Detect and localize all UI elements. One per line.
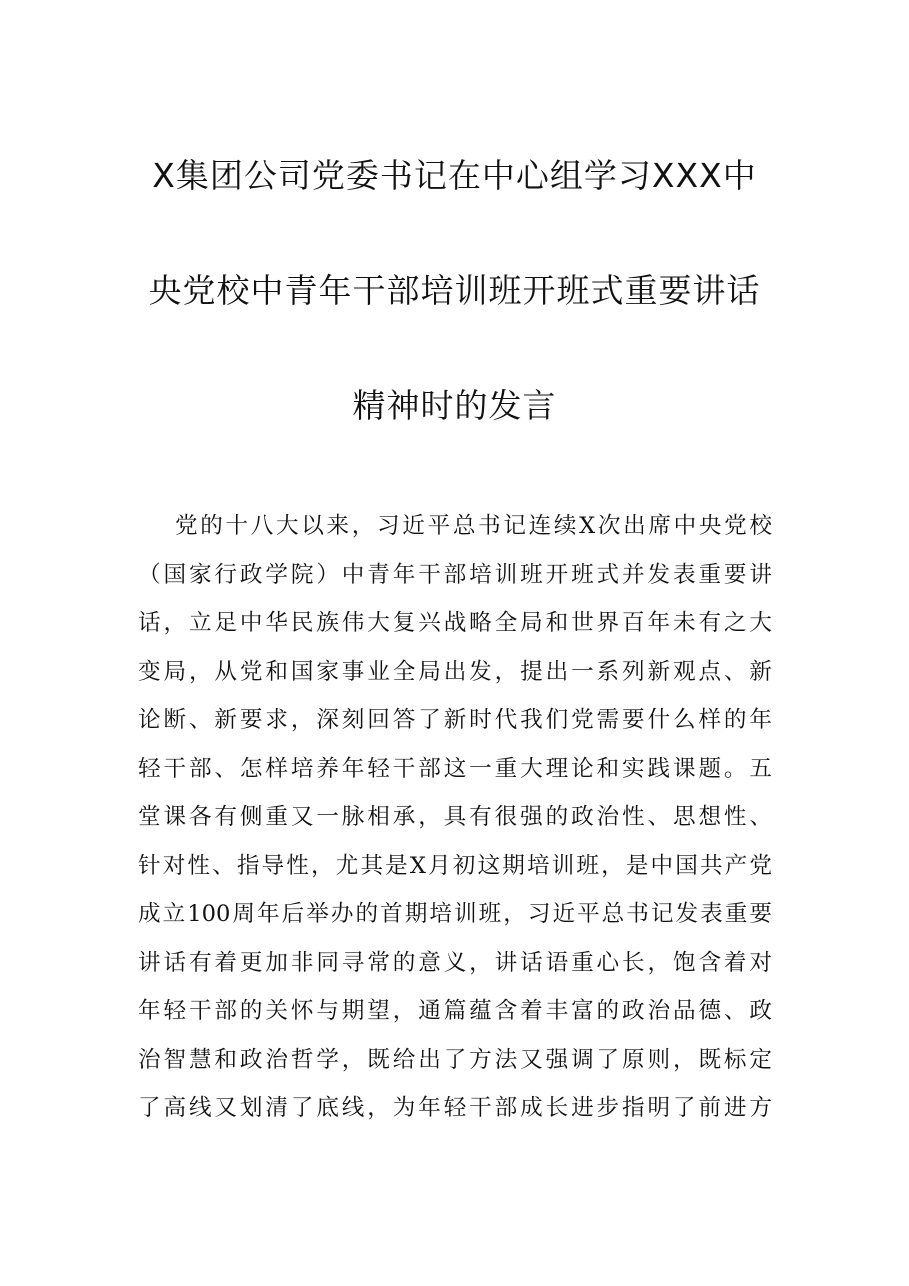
document-title-line-3: 精神时的发言 xyxy=(352,386,557,425)
paragraph-line: 堂课各有侧重又一脉相承，具有很强的政治性、思想性、 xyxy=(138,804,772,830)
paragraph-line: 轻干部、怎样培养年轻干部这一重大理论和实践课题。五 xyxy=(138,756,772,782)
paragraph-line: 论断、新要求，深刻回答了新时代我们党需要什么样的年 xyxy=(138,707,772,733)
paragraph-line: 党的十八大以来，习近平总书记连续X次出席中央党校 xyxy=(175,513,772,539)
paragraph-line: 成立100周年后举办的首期培训班，习近平总书记发表重要 xyxy=(138,901,772,927)
paragraph-line: 了高线又划清了底线，为年轻干部成长进步指明了前进方 xyxy=(138,1095,772,1121)
paragraph-line: 话，立足中华民族伟大复兴战略全局和世界百年未有之大 xyxy=(138,610,772,636)
paragraph-line: 讲话有着更加非同寻常的意义，讲话语重心长，饱含着对 xyxy=(138,950,772,976)
paragraph-line: 变局，从党和国家事业全局出发，提出一系列新观点、新 xyxy=(138,659,772,685)
document-title-line-1: X集团公司党委书记在中心组学习XXX中 xyxy=(152,156,757,195)
document-title-line-2: 央党校中青年干部培训班开班式重要讲话 xyxy=(148,271,761,310)
paragraph-line: 年轻干部的关怀与期望，通篇蕴含着丰富的政治品德、政 xyxy=(138,998,772,1024)
paragraph-line: （国家行政学院）中青年干部培训班开班式并发表重要讲 xyxy=(138,562,772,588)
paragraph-line: 针对性、指导性，尤其是X月初这期培训班，是中国共产党 xyxy=(138,853,772,879)
paragraph-line: 治智慧和政治哲学，既给出了方法又强调了原则，既标定 xyxy=(138,1047,772,1073)
